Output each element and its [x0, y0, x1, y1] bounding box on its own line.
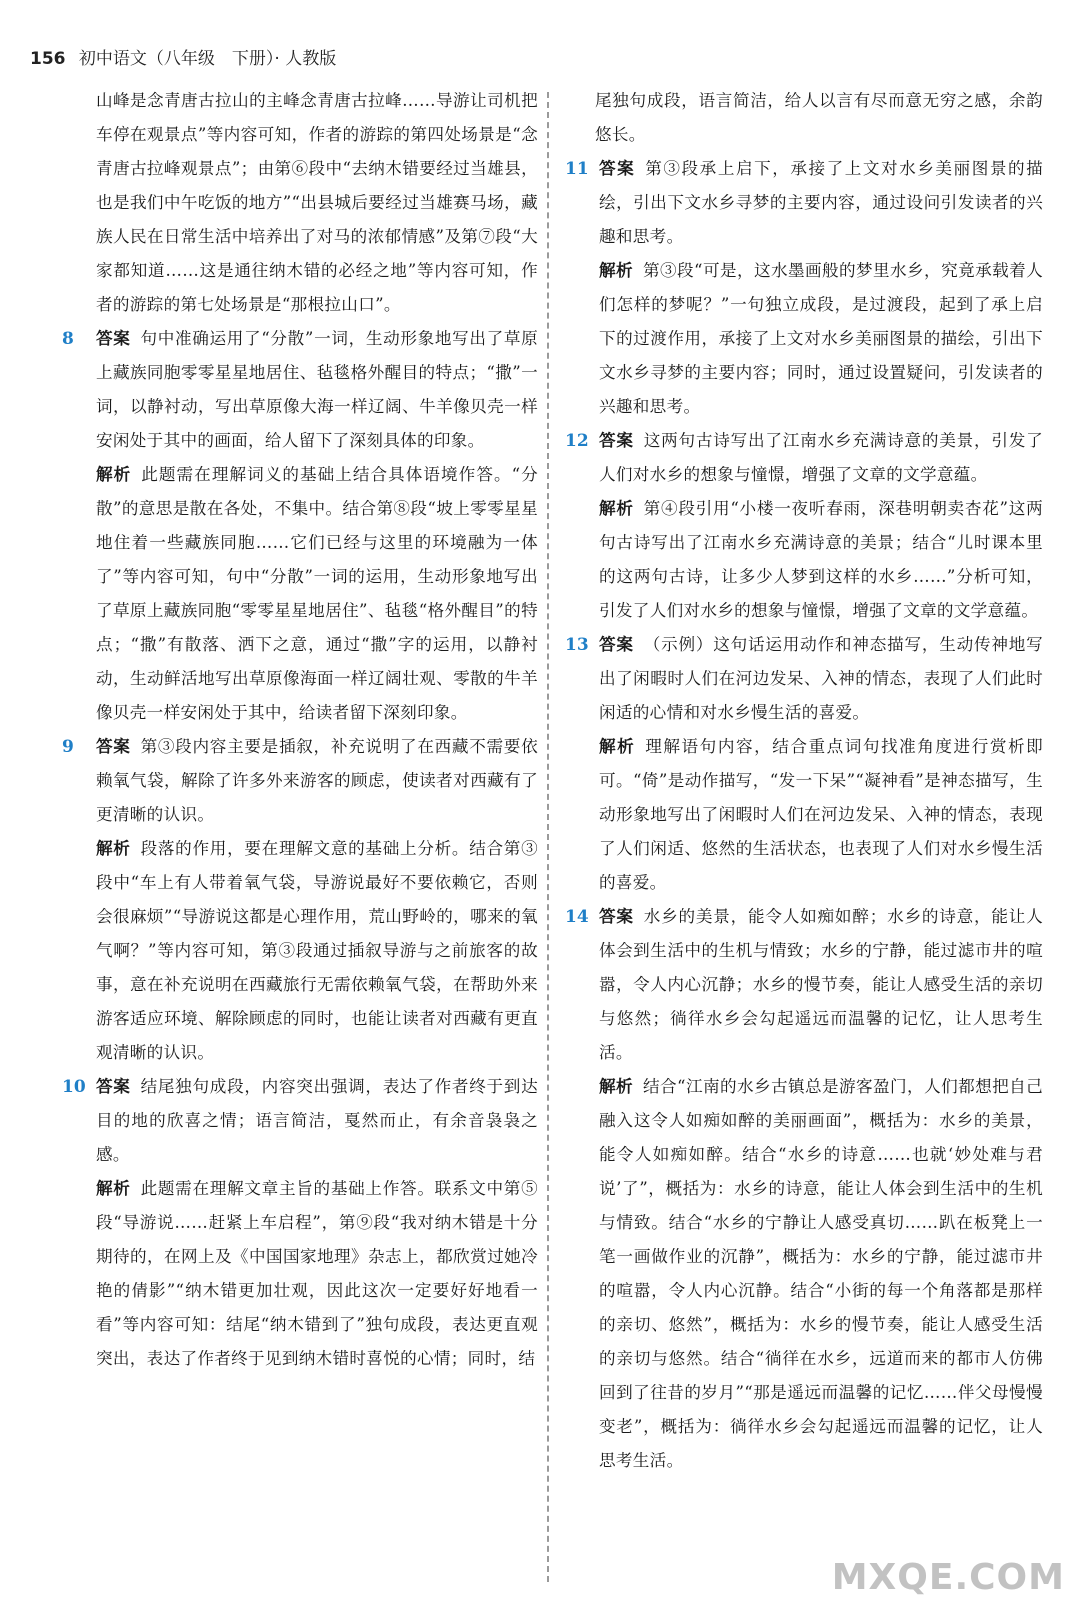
answer-text: 水乡的美景，能令人如痴如醉；水乡的诗意，能让人体会到生活中的生机与情致；水乡的宁静，能过滤市井的喧嚣，令人内心沉静；水乡的慢节奏，能让人感受生活的亲切与悠然；徜徉水乡会勾起遥远而温馨的记忆，让人思考生活。	[599, 907, 1043, 1062]
answer-text: 这两句古诗写出了江南水乡充满诗意的美景，引发了人们对水乡的想象与憧憬，增强了文章的文学意蕴。	[599, 431, 1043, 484]
analysis-label: 解析	[599, 261, 634, 280]
right-column	[565, 84, 1043, 1478]
answer-block	[96, 730, 538, 832]
question-12	[565, 424, 1043, 628]
answer-block	[599, 152, 1043, 254]
answer-label: 答案	[599, 431, 634, 450]
answer-block	[599, 424, 1043, 492]
watermark: MXQE.COM	[831, 1557, 1065, 1598]
analysis-label: 解析	[96, 839, 131, 858]
answer-text: 第③段承上启下，承接了上文对水乡美丽图景的描绘，引出下文水乡寻梦的主要内容，通过设问引发读者的兴趣和思考。	[599, 159, 1043, 246]
analysis-text: 此题需在理解文章主旨的基础上作答。联系文中第⑤段“导游说……赶紧上车启程”，第⑨段“我对纳木错是十分期待的，在网上及《中国国家地理》杂志上，都欣赏过她冷艳的倩影”“纳木错更加壮观，因此这次一定要好好地看一看”等内容可知：结尾“纳木错到了”独句成段，表达更直观突出，表达了作者终于见到纳木错时喜悦的心情；同时，结	[96, 1179, 538, 1368]
answer-label: 答案	[599, 907, 634, 926]
column-divider	[547, 92, 549, 1582]
analysis-text: 第④段引用“小楼一夜听春雨，深巷明朝卖杏花”这两句古诗写出了江南水乡充满诗意的美景；结合“儿时课本里的这两句古诗，让多少人梦到这样的水乡……”分析可知，引发了人们对水乡的想象与憧憬，增强了文章的文学意蕴。	[599, 499, 1043, 620]
question-11	[565, 152, 1043, 424]
analysis-block	[96, 1172, 538, 1376]
analysis-block	[96, 458, 538, 730]
analysis-label: 解析	[599, 1077, 634, 1096]
analysis-block	[599, 730, 1043, 900]
question-number: 13	[565, 635, 589, 655]
page-number: 156	[30, 49, 66, 69]
answer-block	[96, 1070, 538, 1172]
continuation-text: 尾独句成段，语言简洁，给人以言有尽而意无穷之感，余韵悠长。	[595, 91, 1043, 144]
answer-block	[599, 628, 1043, 730]
question-number: 12	[565, 431, 589, 451]
analysis-text: 理解语句内容，结合重点词句找准角度进行赏析即可。“倚”是动作描写，“发一下呆”“凝神看”是神态描写，生动形象地写出了闲暇时人们在河边发呆、入神的情态，表现了人们闲适、悠然的生活状态，也表现了人们对水乡慢生活的喜爱。	[599, 737, 1043, 892]
question-13	[565, 628, 1043, 900]
analysis-label: 解析	[599, 499, 634, 518]
answer-text: 第③段内容主要是插叙，补充说明了在西藏不需要依赖氧气袋，解除了许多外来游客的顾虑，使读者对西藏有了更清晰的认识。	[96, 737, 538, 824]
answer-label: 答案	[599, 635, 634, 654]
continuation-text: 山峰是念青唐古拉山的主峰念青唐古拉峰……导游让司机把车停在观景点”等内容可知，作者的游踪的第四处场景是“念青唐古拉峰观景点”；由第⑥段中“去纳木错要经过当雄县，也是我们中午吃饭的地方”“出县城后要经过当雄赛马场，藏族人民在日常生活中培养出了对马的浓郁情感”及第⑦段“大家都知道……这是通往纳木错的必经之地”等内容可知，作者的游踪的第七处场景是“那根拉山口”。	[96, 91, 538, 314]
answer-text: 结尾独句成段，内容突出强调，表达了作者终于到达目的地的欣喜之情；语言简洁，戛然而止，有余音袅袅之感。	[96, 1077, 538, 1164]
analysis-label: 解析	[96, 465, 132, 484]
answer-label: 答案	[96, 329, 131, 348]
question-number: 8	[62, 329, 74, 349]
answer-label: 答案	[96, 737, 131, 756]
left-column	[62, 84, 538, 1376]
question-number: 14	[565, 907, 589, 927]
question-10	[62, 1070, 538, 1376]
question-9	[62, 730, 538, 1070]
answer-label: 答案	[96, 1077, 131, 1096]
analysis-block	[96, 832, 538, 1070]
page-header	[30, 44, 336, 69]
analysis-text: 第③段“可是，这水墨画般的梦里水乡，究竟承载着人们怎样的梦呢？”一句独立成段，是过渡段，起到了承上启下的过渡作用，承接了上文对水乡美丽图景的描绘，引出下文水乡寻梦的主要内容；同时，通过设置疑问，引发读者的兴趣和思考。	[599, 261, 1043, 416]
question-number: 11	[565, 159, 589, 179]
analysis-block	[599, 1070, 1043, 1478]
analysis-text: 段落的作用，要在理解文意的基础上分析。结合第③段中“车上有人带着氧气袋，导游说最好不要依赖它，否则会很麻烦”“导游说这都是心理作用，荒山野岭的，哪来的氧气啊？”等内容可知，第③段通过插叙导游与之前旅客的故事，意在补充说明在西藏旅行无需依赖氧气袋，在帮助外来游客适应环境、解除顾虑的同时，也能让读者对西藏有更直观清晰的认识。	[96, 839, 538, 1062]
question-14	[565, 900, 1043, 1478]
answer-text: （示例）这句话运用动作和神态描写，生动传神地写出了闲暇时人们在河边发呆、入神的情态，表现了人们此时闲适的心情和对水乡慢生活的喜爱。	[599, 635, 1043, 722]
answer-block	[599, 900, 1043, 1070]
answer-label: 答案	[599, 159, 636, 178]
analysis-label: 解析	[599, 737, 636, 756]
analysis-block	[599, 492, 1043, 628]
question-8	[62, 322, 538, 730]
question-number: 9	[62, 737, 74, 757]
answer-block	[96, 322, 538, 458]
analysis-text: 结合“江南的水乡古镇总是游客盈门，人们都想把自己融入这令人如痴如醉的美丽画面”，概括为：水乡的美景，能令人如痴如醉。结合“水乡的诗意……也就‘妙处难与君说’了”，概括为：水乡的诗意，能让人体会到生活中的生机与情致。结合“水乡的宁静让人感受真切……趴在板凳上一笔一画做作业的沉静”，概括为：水乡的宁静，能过滤市井的喧嚣，令人内心沉静。结合“小街的每一个角落都是那样的亲切、悠然”，概括为：水乡的慢节奏，能让人感受生活的亲切与悠然。结合“徜徉在水乡，远道而来的都市人仿佛回到了往昔的岁月”“那是遥远而温馨的记忆……伴父母慢慢变老”，概括为：徜徉水乡会勾起遥远而温馨的记忆，让人思考生活。	[599, 1077, 1043, 1470]
analysis-label: 解析	[96, 1179, 131, 1198]
analysis-block	[599, 254, 1043, 424]
question-number: 10	[62, 1077, 86, 1097]
answer-text: 句中准确运用了“分散”一词，生动形象地写出了草原上藏族同胞零零星星地居住、毡毯格外醒目的特点；“撒”一词，以静衬动，写出草原像大海一样辽阔、牛羊像贝壳一样安闲处于其中的画面，给人留下了深刻具体的印象。	[96, 329, 538, 450]
book-title: 初中语文（八年级 下册）· 人教版	[78, 49, 337, 69]
analysis-text: 此题需在理解词义的基础上结合具体语境作答。“分散”的意思是散在各处，不集中。结合第⑧段“坡上零零星星地住着一些藏族同胞……它们已经与这里的环境融为一体了”等内容可知，句中“分散”一词的运用，生动形象地写出了草原上藏族同胞“零零星星地居住”、毡毯“格外醒目”的特点；“撒”有散落、洒下之意，通过“撒”字的运用，以静衬动，生动鲜活地写出草原像海面一样辽阔壮观、零散的牛羊像贝壳一样安闲处于其中，给读者留下深刻印象。	[96, 465, 538, 722]
